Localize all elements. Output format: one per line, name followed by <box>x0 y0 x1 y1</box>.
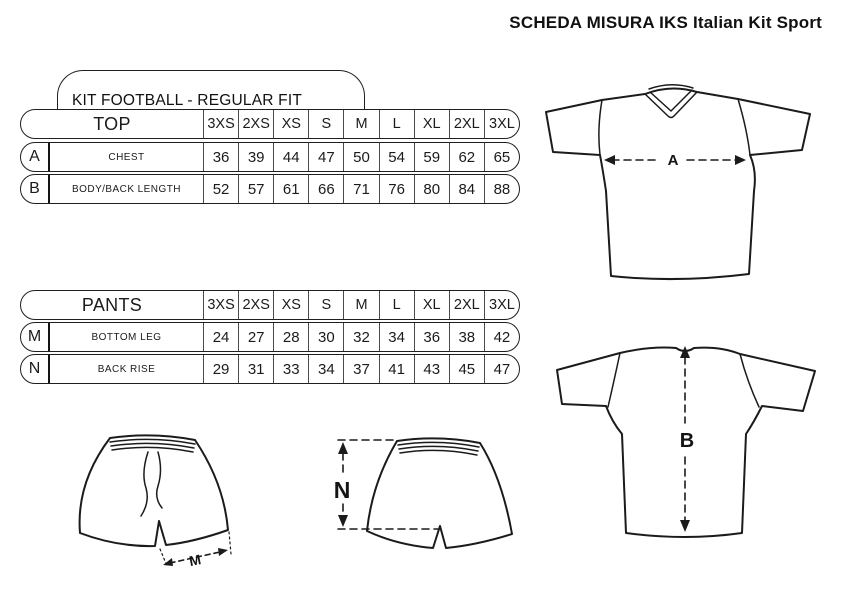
size-header-cell: 2XS <box>238 110 273 138</box>
row-letter: A <box>21 143 50 171</box>
value-cell: 38 <box>449 323 484 351</box>
value-cell: 80 <box>414 175 449 203</box>
value-cell: 31 <box>238 355 273 383</box>
value-cell: 47 <box>484 355 519 383</box>
value-cell: 28 <box>273 323 308 351</box>
size-header-cell: XL <box>414 110 449 138</box>
value-cell: 24 <box>203 323 238 351</box>
value-cell: 36 <box>203 143 238 171</box>
top-table-title: TOP <box>93 113 131 134</box>
value-cell: 66 <box>308 175 343 203</box>
chest-measure-label: A <box>667 152 679 169</box>
shorts-back-diagram <box>312 428 517 568</box>
value-cell: 76 <box>379 175 414 203</box>
shorts-back-outline <box>367 438 512 548</box>
value-cell: 44 <box>273 143 308 171</box>
shirt-front-outline <box>546 88 810 279</box>
size-header-cell: 2XL <box>449 291 484 319</box>
back-length-measure-label: B <box>679 430 695 452</box>
size-header-cell: XL <box>414 291 449 319</box>
size-header-cell: XS <box>273 291 308 319</box>
size-header-cell: M <box>343 110 378 138</box>
value-cell: 54 <box>379 143 414 171</box>
value-cell: 27 <box>238 323 273 351</box>
page-title: SCHEDA MISURA IKS Italian Kit Sport <box>509 13 822 32</box>
value-cell: 50 <box>343 143 378 171</box>
shirt-back-diagram <box>540 333 818 543</box>
size-header-cell: 3XS <box>203 291 238 319</box>
size-header-cell: 2XS <box>238 291 273 319</box>
value-cell: 43 <box>414 355 449 383</box>
row-label: BODY/BACK LENGTH <box>72 183 181 195</box>
size-header-cell: M <box>343 291 378 319</box>
shorts-front-diagram <box>72 428 237 578</box>
size-header-cell: XS <box>273 110 308 138</box>
table-row-chest <box>20 142 520 172</box>
value-cell: 34 <box>379 323 414 351</box>
kit-football-tab-label: KIT FOOTBALL - REGULAR FIT <box>72 92 302 109</box>
value-cell: 52 <box>203 175 238 203</box>
table-row-bottom-leg <box>20 322 520 352</box>
value-cell: 34 <box>308 355 343 383</box>
value-cell: 32 <box>343 323 378 351</box>
value-cell: 84 <box>449 175 484 203</box>
table-row-body-back-length <box>20 174 520 204</box>
value-cell: 36 <box>414 323 449 351</box>
size-header-cell: S <box>308 291 343 319</box>
value-cell: 42 <box>484 323 519 351</box>
top-table-header-row <box>20 109 520 139</box>
row-letter: N <box>21 355 50 383</box>
shorts-front-outline <box>80 435 228 546</box>
value-cell: 33 <box>273 355 308 383</box>
size-header-cell: 2XL <box>449 110 484 138</box>
value-cell: 45 <box>449 355 484 383</box>
pants-table-header-row <box>20 290 520 320</box>
row-letter: B <box>21 175 50 203</box>
size-header-cell: L <box>379 110 414 138</box>
pants-table-title: PANTS <box>81 294 143 315</box>
value-cell: 47 <box>308 143 343 171</box>
value-cell: 57 <box>238 175 273 203</box>
value-cell: 65 <box>484 143 519 171</box>
table-row-back-rise <box>20 354 520 384</box>
row-letter: M <box>21 323 50 351</box>
value-cell: 88 <box>484 175 519 203</box>
value-cell: 71 <box>343 175 378 203</box>
shirt-front-diagram <box>540 84 818 289</box>
size-header-cell: S <box>308 110 343 138</box>
row-label: CHEST <box>108 151 145 163</box>
value-cell: 29 <box>203 355 238 383</box>
row-label: BACK RISE <box>97 363 156 375</box>
value-cell: 37 <box>343 355 378 383</box>
size-header-cell: L <box>379 291 414 319</box>
value-cell: 62 <box>449 143 484 171</box>
value-cell: 30 <box>308 323 343 351</box>
size-header-cell: 3XL <box>484 291 519 319</box>
size-header-cell: 3XL <box>484 110 519 138</box>
value-cell: 41 <box>379 355 414 383</box>
back-rise-measure-label: N <box>333 477 351 503</box>
bottom-leg-measure-label: M <box>187 551 203 570</box>
row-label: BOTTOM LEG <box>91 331 162 343</box>
value-cell: 59 <box>414 143 449 171</box>
value-cell: 61 <box>273 175 308 203</box>
size-header-cell: 3XS <box>203 110 238 138</box>
value-cell: 39 <box>238 143 273 171</box>
